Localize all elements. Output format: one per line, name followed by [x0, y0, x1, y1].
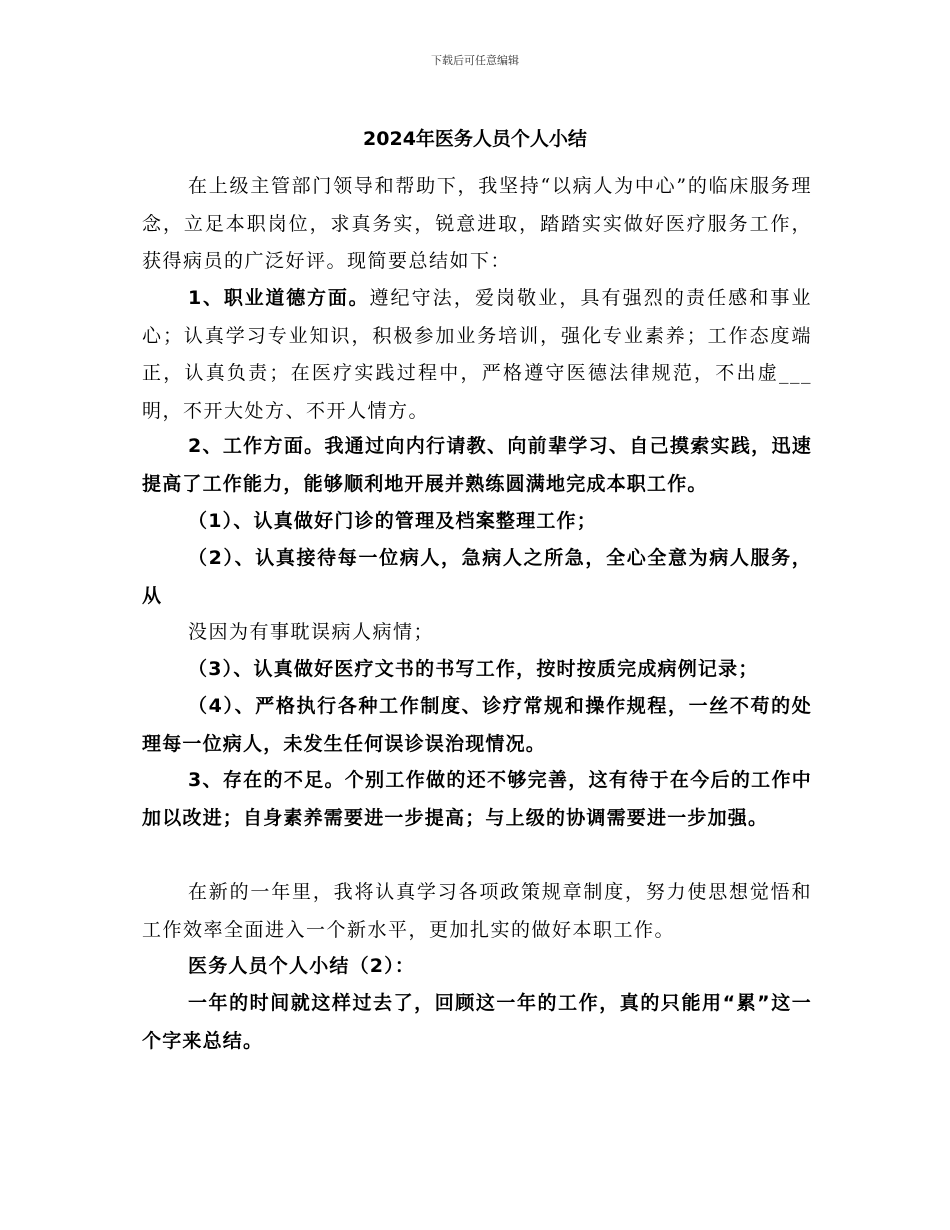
work-item-2-continuation: 没因为有事耽误病人病情； [188, 621, 435, 643]
work-item-2: （2）、认真接待每一位病人，急病人之所急，全心全意为病人服务，从 [142, 547, 812, 607]
page-header: 下载后可任意编辑 [431, 54, 519, 67]
document-title: 2024年医务人员个人小结 [363, 128, 587, 150]
work-item-3: （3）、认真做好医疗文书的书写工作，按时按质完成病例记录； [188, 658, 759, 680]
second-summary-paragraph: 一年的时间就这样过去了，回顾这一年的工作，真的只能用“累”这一个字来总结。 [142, 992, 812, 1052]
section-1-body: 遵纪守法，爱岗敬业，具有强烈的责任感和事业心；认真学习专业知识，积极参加业务培训，强化专业素养；工作态度端正，认真负责；在医疗实践过程中，严格遵守医德法律规范，不出虚___明，不开大处方、不开人情方。 [142, 287, 812, 422]
section-1-heading: 1、职业道德方面。 [188, 287, 370, 309]
section-2-paragraph: 2、工作方面。我通过向内行请教、向前辈学习、自己摸索实践，迅速提高了工作能力，能够顺利地开展并熟练圆满地完成本职工作。 [142, 435, 812, 495]
second-summary-heading: 医务人员个人小结（2）： [188, 955, 416, 977]
intro-paragraph: 在上级主管部门领导和帮助下，我坚持“以病人为中心”的临床服务理念，立足本职岗位，求真务实，锐意进取，踏踏实实做好医疗服务工作，获得病员的广泛好评。现简要总结如下： [142, 175, 812, 272]
work-item-4: （4）、严格执行各种工作制度、诊疗常规和操作规程，一丝不苟的处理每一位病人，未发生任何误诊误治现情况。 [142, 695, 812, 755]
work-item-1: （1）、认真做好门诊的管理及档案整理工作； [188, 510, 597, 532]
section-1-paragraph [142, 280, 812, 430]
section-3-paragraph: 3、存在的不足。个别工作做的还不够完善，这有待于在今后的工作中加以改进；自身素养需要进一步提高；与上级的协调需要进一步加强。 [142, 769, 812, 829]
new-year-paragraph: 在新的一年里，我将认真学习各项政策规章制度，努力使思想觉悟和工作效率全面进入一个新水平，更加扎实的做好本职工作。 [142, 881, 812, 941]
